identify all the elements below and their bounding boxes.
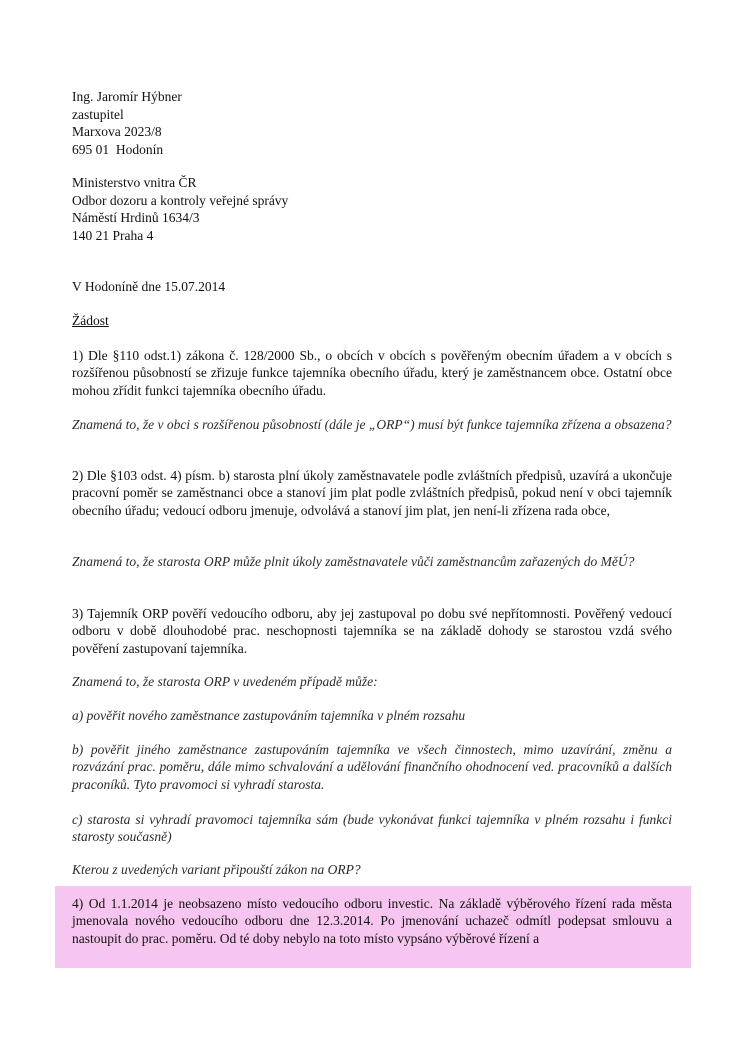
question-3-final: Kterou z uvedených variant připouští zákon na ORP? bbox=[72, 862, 361, 877]
option-b: b) pověřit jiného zaměstnance zastupováním tajemníka ve všech činnostech, mimo uzavírání, změnu a rozvázání prac. poměru, dále mimo schvalování a udělování finančního ohodnocení ved. pracovníků a dalších praconíků. Tyto pravomoci si vyhradí starosta. bbox=[72, 742, 672, 792]
recipient-city: 140 21 Praha 4 bbox=[72, 227, 154, 243]
question-1: Znamená to, že v obci s rozšířenou působností (dále je „ORP“) musí být funkce tajemníka zřízena a obsazena? bbox=[72, 417, 672, 432]
paragraph-3: 3) Tajemník ORP pověří vedoucího odboru, aby jej zastupoval po dobu své nepřítomnosti. Pověřený vedoucí odboru v době dlouhodobé prac. neschopnosti tajemníka se na základě dohody se starostou vzdá svého pověření zastupovaní tajemníka. bbox=[72, 606, 672, 656]
paragraph-2: 2) Dle §103 odst. 4) písm. b) starosta plní úkoly zaměstnavatele podle zvláštních předpisů, uzavírá a ukončuje pracovní poměr se zaměstnanci obce a stanoví jim plat podle zvláštních předpisů, pokud není v obci tajemník obecního úřadu; vedoucí odboru jmenuje, odvolává a stanoví jim plat, jen není-li zřízena rada obce, bbox=[72, 468, 672, 518]
sender-street: Marxova 2023/8 bbox=[72, 124, 162, 140]
sender-role: zastupitel bbox=[72, 106, 124, 122]
date-line: V Hodoníně dne 15.07.2014 bbox=[72, 279, 226, 294]
sender-address-block bbox=[72, 88, 182, 158]
option-c: c) starosta si vyhradí pravomoci tajemníka sám (bude vykonávat funkci tajemníka v plném rozsahu i funkci starosty současně) bbox=[72, 812, 672, 845]
paragraph-1: 1) Dle §110 odst.1) zákona č. 128/2000 Sb., o obcích v obcích s pověřeným obecním úřadem a v obcích s rozšířenou působností se zřizuje funkce tajemníka obecního úřadu, který je zaměstnancem obce. Ostatní obce mohou zřídit funkci tajemníka obecního úřadu. bbox=[72, 348, 672, 398]
recipient-department: Odbor dozoru a kontroly veřejné správy bbox=[72, 192, 289, 208]
sender-city: 695 01 Hodonín bbox=[72, 141, 164, 157]
recipient-street: Náměstí Hrdinů 1634/3 bbox=[72, 210, 200, 226]
document-heading: Žádost bbox=[72, 313, 109, 328]
recipient-institution: Ministerstvo vnitra ČR bbox=[72, 175, 197, 190]
option-a: a) pověřit nového zaměstnance zastupováním tajemníka v plném rozsahu bbox=[72, 708, 466, 723]
question-3: Znamená to, že starosta ORP v uvedeném případě může: bbox=[72, 674, 378, 689]
paragraph-4: 4) Od 1.1.2014 je neobsazeno místo vedoucího odboru investic. Na základě výběrového řízení rada města jmenovala nového vedoucího odboru dne 12.3.2014. Po jmenování uchazeč odmítl podepsat smlouvu a nastoupit do prac. poměru. Od té doby nebylo na toto místo vypsáno výběrové řízení a bbox=[72, 896, 672, 946]
recipient-address-block bbox=[72, 174, 288, 244]
sender-name: Ing. Jaromír Hýbner bbox=[72, 89, 182, 104]
question-2: Znamená to, že starosta ORP může plnit úkoly zaměstnavatele vůči zaměstnancům zařazených do MěÚ? bbox=[72, 554, 635, 569]
